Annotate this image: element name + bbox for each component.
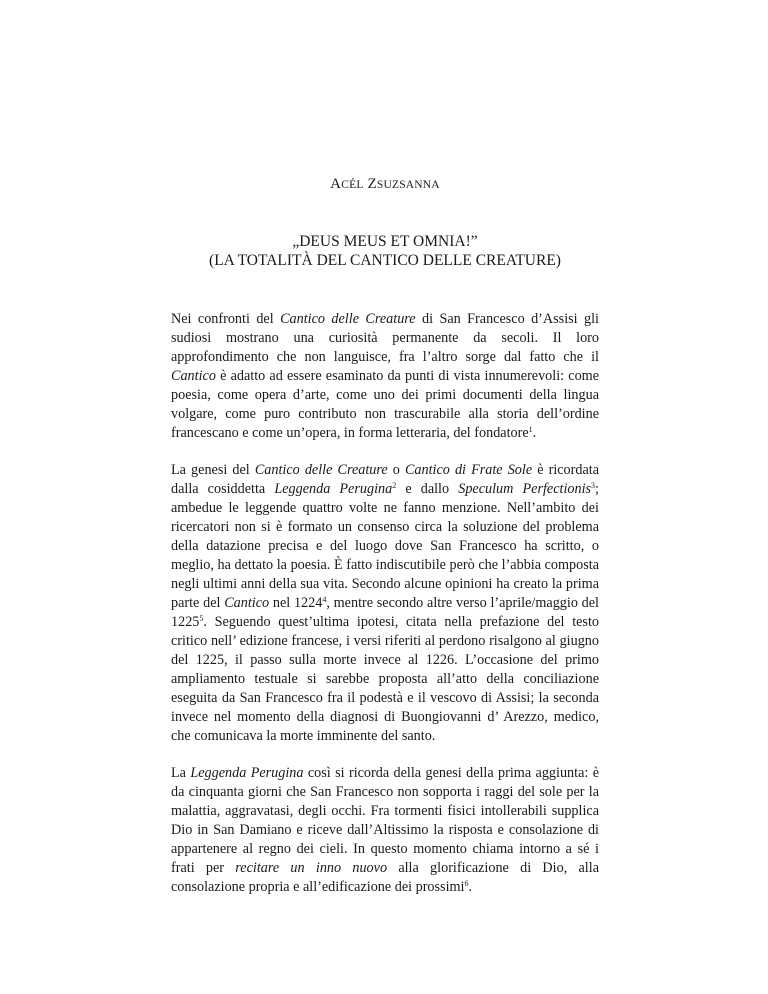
footnote-ref-1[interactable]: 1 [528, 425, 533, 434]
paragraph-2: La genesi del Cantico delle Creature o Cantico di Frate Sole è ricordata dalla cosiddetta Leggenda Perugina$^2$ e dallo Speculum Perfectionis$^3$; ambedue le leggende quattro volte ne fanno menzione. Nell’ambito dei ricercatori non si è formato un consenso circa la soluzione del problema della datazione precisa e del luogo dove San Francesco ha scritto, o meglio, ha dettato la poesia. È fatto indiscutibile però che l’abbia composta negli ultimi anni della sua vita. Secondo alcune opinioni ha creato la prima parte del Cantico nel 1224$^4$, mentre secondo altre verso l’aprile/maggio del 1225$^5$. Seguendo quest’ultima ipotesi, citata nella prefazione del testo critico nell’ edizione francese, i versi riferiti al perdono risalgono al giugno del 1225, il passo sulla morte invece al 1226. L’occasione del primo ampliamento testuale si sarebbe proposta all’atto della conciliazione eseguita da San Francesco fra il podestà e il vescovo di Assisi; la seconda invece nel momento della diagnosi di Buongiovanni d’ Arezzo, medico, che comunicava la morte imminente del santo. [171, 462, 600, 744]
article-title [171, 232, 599, 270]
footnote-ref-6[interactable]: 6 [464, 879, 469, 888]
paragraph-1: Nei confronti del Cantico delle Creature di San Francesco d’Assisi gli sudiosi mostrano una curiosità permanente da secoli. Il loro approfondimento che non languisce, fra l’altro sorge dal fatto che il Cantico è adatto ad essere esaminato da punti di vista innumerevoli: come poesia, come opera d’arte, come uno dei primi documenti della lingua volgare, come puro contributo non trascurabile alla storia dell’ordine francescano e come un’opera, in forma letteraria, del fondatore$^1$. [171, 311, 599, 441]
footnote-ref-3[interactable]: 3 [591, 481, 596, 490]
article-body [171, 310, 599, 915]
paragraph-3: La Leggenda Perugina così si ricorda della genesi della prima aggiunta: è da cinquanta giorni che San Francesco non sopporta i raggi del sole per la malattia, aggravatasi, degli occhi. Fra tormenti fisici intollerabili supplica Dio in San Damiano e riceve dall’Altissimo la risposta e consolazione di appartenere al regno dei cieli. In questo momento chiama intorno a sé i frati per recitare un inno nuovo alla glorificazione di Dio, alla consolazione propria e all’edificazione dei prossimi$^6$. [171, 765, 599, 895]
title-line-2: (LA TOTALITÀ DEL CANTICO DELLE CREATURE) [209, 252, 561, 269]
footnote-ref-2[interactable]: 2 [392, 481, 397, 490]
footnote-ref-4[interactable]: 4 [322, 595, 327, 604]
title-line-1: „DEUS MEUS ET OMNIA!” [292, 233, 478, 250]
author-name: ACÉL ZSUZSANNA [330, 176, 440, 192]
footnote-ref-5[interactable]: 5 [199, 614, 204, 623]
